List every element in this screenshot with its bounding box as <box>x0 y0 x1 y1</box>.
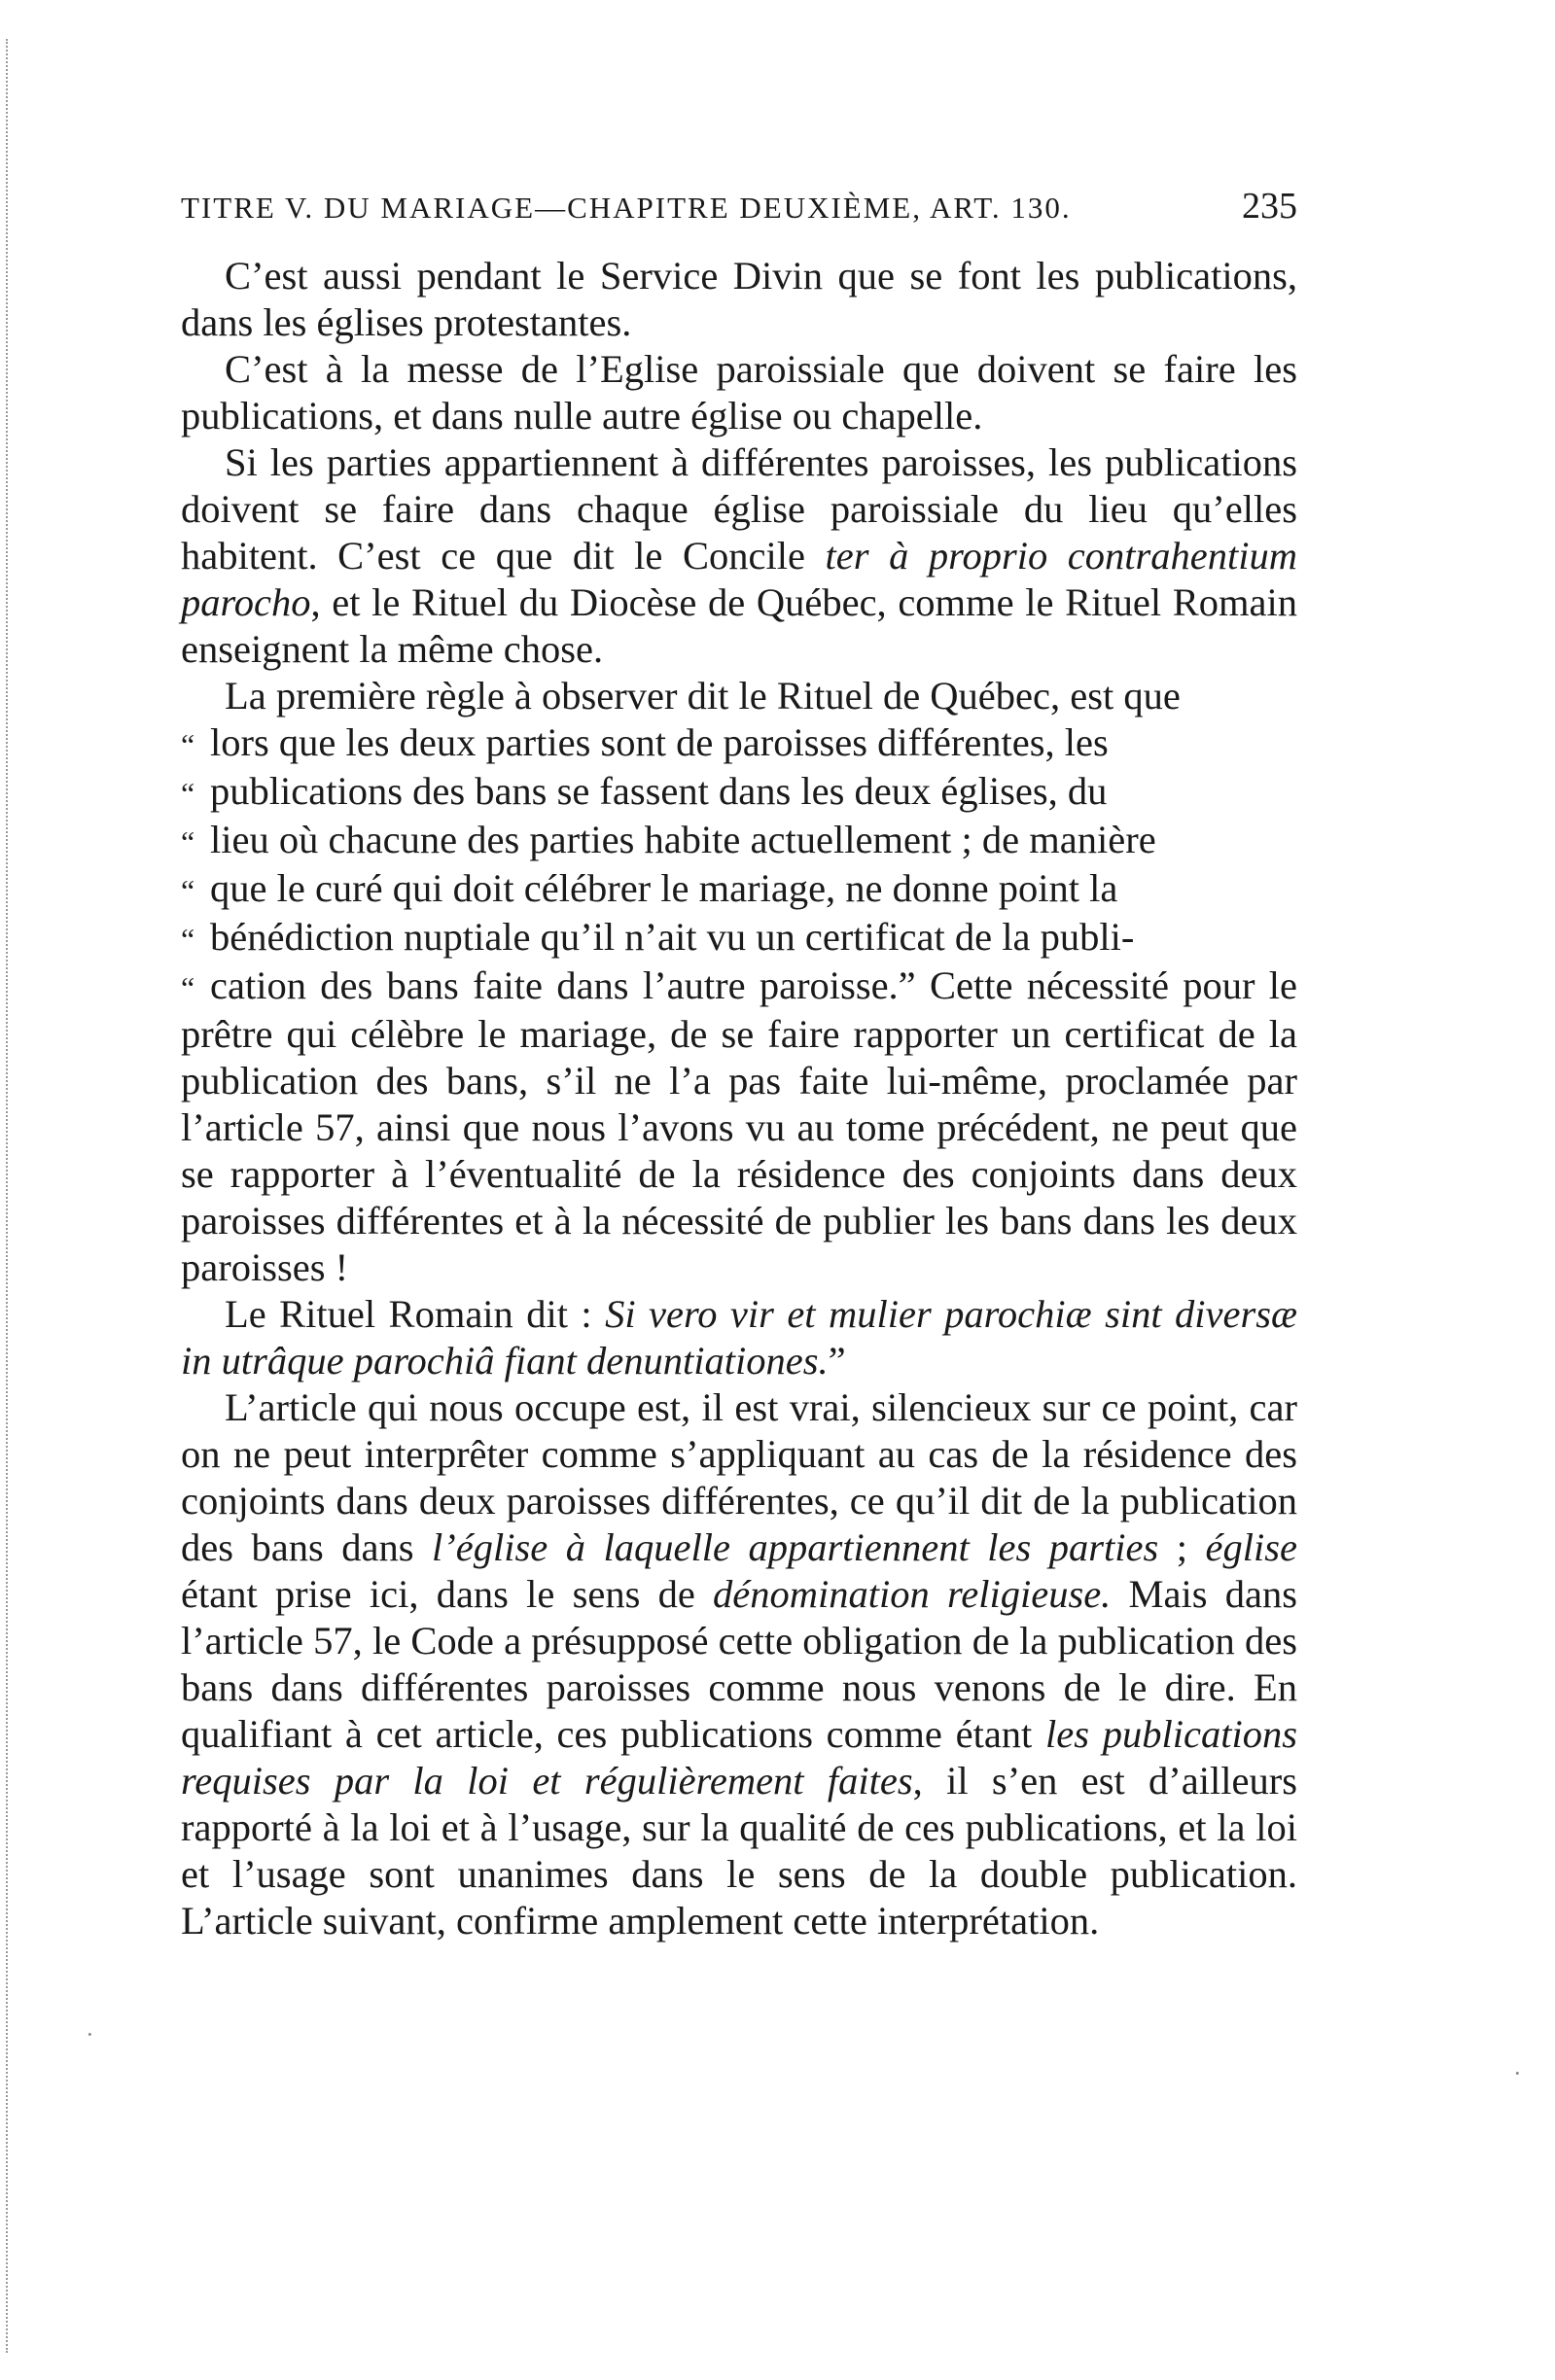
paragraph-rituel-quebec <box>181 673 1297 1291</box>
quoted-line: “ que le curé qui doit célébrer le mariage, ne donne point la <box>181 866 1118 910</box>
quoted-line: “ publications des bans se fassent dans les deux églises, du <box>181 769 1108 813</box>
text-run: Si les parties appartiennent à différentes paroisses, les publications doivent se faire dans chaque église paroissiale du lieu qu’elles habitent. C’est ce que dit le Concile <box>181 440 1297 578</box>
running-head <box>181 185 1297 253</box>
text-run: , et le Rituel du Diocèse de Québec, comme le Rituel Romain enseignent la même chose. <box>181 580 1297 671</box>
text-run: C’est à la messe de l’Eglise paroissiale que doivent se faire les publications, et dans nulle autre église ou chapelle. <box>181 347 1297 438</box>
paragraph-2 <box>181 346 1297 439</box>
body-text <box>181 253 1297 1944</box>
book-page <box>181 185 1297 1944</box>
quoted-line: “ bénédiction nuptiale qu’il n’ait vu un certificat de la publi- <box>181 915 1135 959</box>
text-run: C’est aussi pendant le Service Divin que se font les publications, dans les églises protestantes. <box>181 254 1297 344</box>
paragraph-3 <box>181 439 1297 673</box>
rituel-quebec-lead: La première règle à observer dit le Rituel de Québec, est que <box>225 674 1181 718</box>
italic-text: dénomination religieuse. <box>713 1572 1112 1616</box>
quoted-line: “ lors que les deux parties sont de paroisses différentes, les <box>181 720 1109 764</box>
page-left-edge-artifact <box>6 39 10 2353</box>
chapter-title: TITRE V. DU MARIAGE—CHAPITRE DEUXIÈME, ART. 130. <box>181 191 1072 225</box>
text-run: Mais dans l’article 57, le Code a présupposé cette obligation de la publication des bans dans différentes paroisses comme nous venons de le dire. En qualifiant à cet article, ces publications comme étant <box>181 1572 1297 1756</box>
italic-text: ter à proprio contrahentium parocho <box>181 534 1298 624</box>
rituel-romain-lead: Le Rituel Romain dit : <box>225 1292 606 1336</box>
quoted-line: “ lieu où chacune des parties habite actuellement ; de manière <box>181 818 1156 861</box>
text-run: , il s’en est d’ailleurs rapporté à la loi et à l’usage, sur la qualité de ces publications, et la loi et l’usage sont unanimes dans le sens de la double publication. L’article suivant, confirme amplement cette interprétation. <box>181 1759 1297 1942</box>
italic-text: église <box>1205 1525 1297 1569</box>
paragraph-final <box>181 1384 1297 1944</box>
paragraph-rituel-romain <box>181 1291 1297 1384</box>
intro-paragraphs <box>181 253 1297 673</box>
rituel-quebec-continuation: Cette nécessité pour le prêtre qui célèbre le mariage, de se faire rapporter un certificat de la publication des bans, s’il ne l’a pas faite lui-même, proclamée par l’article 57, ainsi que nous l’avons vu au tome précédent, ne peut que se rapporter à l’éventualité de la résidence des conjoints dans deux paroisses différentes et à la nécessité de publier les bans dans les deux paroisses ! <box>181 963 1297 1289</box>
latin-quote: Si vero vir et mulier parochiæ sint diversæ in utrâque parochiâ fiant denuntiationes. <box>181 1292 1297 1382</box>
text-run: L’article qui nous occupe est, il est vrai, silencieux sur ce point, car on ne peut interprêter comme s’appliquant au cas de la résidence des conjoints dans deux paroisses différentes, ce qu’il dit de la publication des bans dans <box>181 1385 1297 1569</box>
scan-speck: · <box>86 2020 94 2048</box>
italic-text: les publications requises par la loi et régulièrement faites <box>181 1712 1297 1802</box>
final-paragraph <box>181 1384 1297 1944</box>
text-run: ; <box>1158 1525 1206 1569</box>
closing-quote: ” <box>828 1339 846 1382</box>
italic-text: l’église à laquelle appartiennent les parties <box>432 1525 1159 1569</box>
scan-speck: · <box>1513 2059 1522 2087</box>
quoted-line: “ cation des bans faite dans l’autre paroisse.” <box>181 963 916 1007</box>
paragraph-1 <box>181 253 1297 346</box>
page-number: 235 <box>1242 186 1297 227</box>
text-run: étant prise ici, dans le sens de <box>181 1572 714 1616</box>
